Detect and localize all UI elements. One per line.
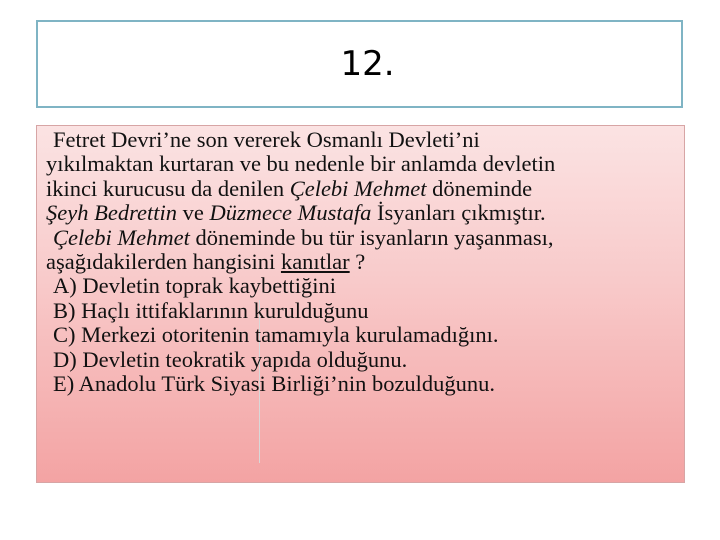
paragraph-line-4: Şeyh Bedrettin ve Düzmece Mustafa İsyanları çıkmıştır. xyxy=(46,200,546,226)
question-text xyxy=(46,128,686,396)
question-line-2: aşağıdakilerden hangisini kanıtlar ? xyxy=(46,249,366,275)
option-c: C) Merkezi otoritenin tamamıyla kurulamadığını. xyxy=(53,322,499,348)
slide-title: 12. xyxy=(340,44,395,84)
title-box xyxy=(36,20,683,108)
option-e: E) Anadolu Türk Siyasi Birliği’nin bozulduğunu. xyxy=(53,371,496,397)
option-a: A) Devletin toprak kaybettiğini xyxy=(53,273,337,299)
question-line-1: Çelebi Mehmet döneminde bu tür isyanların yaşanması, xyxy=(53,224,554,250)
option-b: B) Haçlı ittifaklarının kurulduğunu xyxy=(53,297,369,323)
paragraph-line-2: yıkılmaktan kurtaran ve bu nedenle bir anlamda devletin xyxy=(46,151,556,177)
paragraph-line-1: Fetret Devri’ne son vererek Osmanlı Devleti’ni xyxy=(53,127,480,152)
option-d: D) Devletin teokratik yapıda olduğunu. xyxy=(53,346,408,372)
paragraph-line-3: ikinci kurucusu da denilen Çelebi Mehmet döneminde xyxy=(46,175,533,201)
